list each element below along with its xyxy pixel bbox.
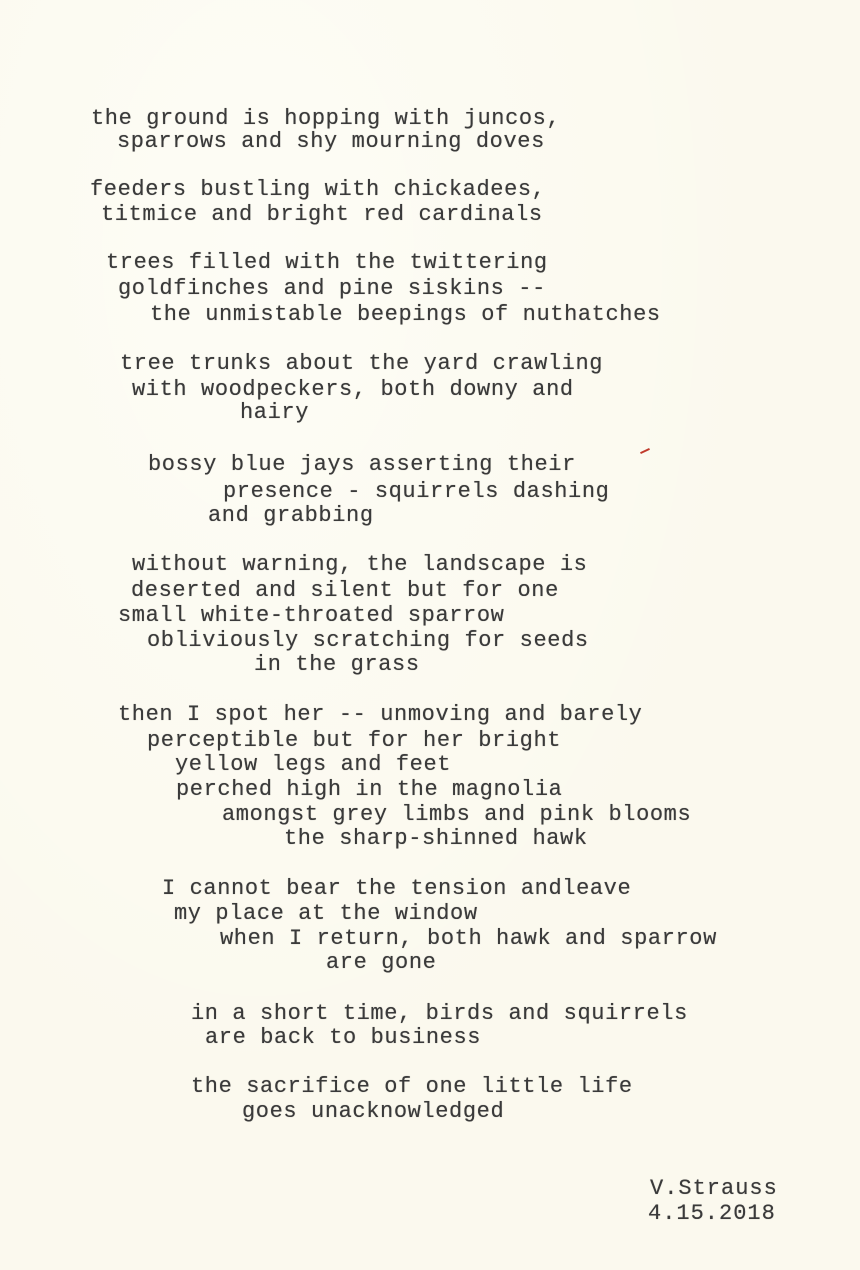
poem-line: the sacrifice of one little life [191,1074,633,1099]
poem-line: the sharp-shinned hawk [284,826,588,851]
poem-line: trees filled with the twittering [106,250,548,275]
poem-line: without warning, the landscape is [132,552,588,577]
poem-line: small white-throated sparrow [118,603,505,628]
poem-line: the ground is hopping with juncos, [91,106,561,131]
poem-line: are back to business [205,1025,482,1050]
poem-line: goes unacknowledged [242,1099,505,1124]
poem-line: obliviously scratching for seeds [147,628,589,653]
poem-line: titmice and bright red cardinals [101,202,543,227]
poem-line: feeders bustling with chickadees, [90,177,546,202]
poem-line: and grabbing [208,503,374,528]
poem-line: I cannot bear the tension andleave [162,876,632,901]
poem-line: then I spot her -- unmoving and barely [118,702,643,727]
poem-line: goldfinches and pine siskins -- [118,276,546,301]
poem-line: perched high in the magnolia [176,777,563,802]
poem-line: hairy [240,400,310,425]
poem-line: in a short time, birds and squirrels [191,1001,688,1026]
poem-date: 4.15.2018 [648,1201,776,1226]
poem-line: bossy blue jays asserting their [148,452,576,477]
poem-line: with woodpeckers, both downy and [132,377,574,402]
poem-line: my place at the window [174,901,478,926]
poem-line: perceptible but for her bright [147,728,562,753]
poem-line: amongst grey limbs and pink blooms [222,802,692,827]
poem-line: are gone [326,950,437,975]
poem-line: tree trunks about the yard crawling [120,351,604,376]
poem-line: the unmistable beepings of nuthatches [150,302,661,327]
poem-line: presence - squirrels dashing [223,479,610,504]
red-pen-mark [640,448,650,454]
poem-line: sparrows and shy mourning doves [117,129,545,154]
poem-line: deserted and silent but for one [131,578,559,603]
author-name: V.Strauss [650,1176,778,1201]
poem-line: when I return, both hawk and sparrow [220,926,717,951]
poem-line: yellow legs and feet [175,752,452,777]
poem-line: in the grass [254,652,420,677]
